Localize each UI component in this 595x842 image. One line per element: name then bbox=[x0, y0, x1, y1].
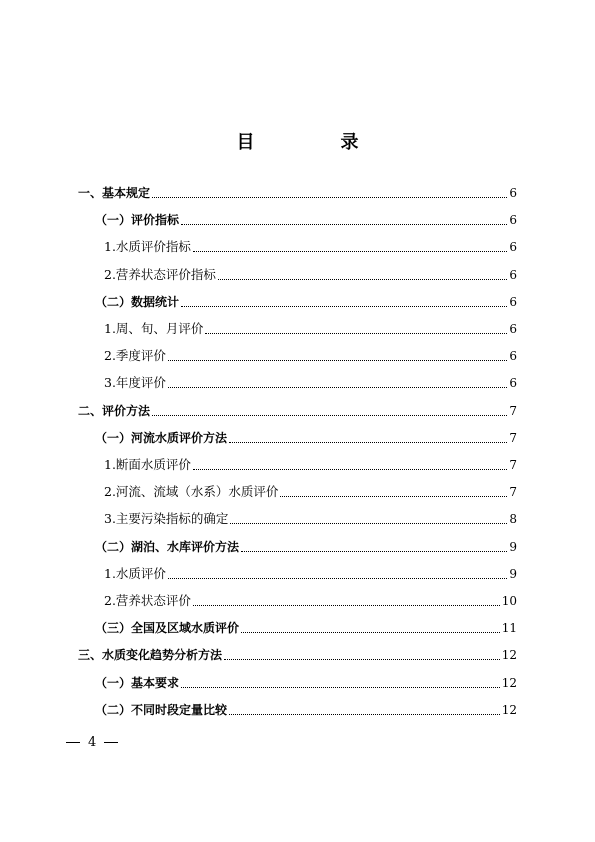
toc-entry-page: 6 bbox=[509, 376, 517, 391]
toc-leader-dots bbox=[181, 224, 507, 225]
toc-leader-dots bbox=[181, 687, 500, 688]
toc-entry[interactable] bbox=[78, 401, 517, 421]
toc-leader-dots bbox=[168, 578, 507, 579]
toc-entry-label: 2.河流、流域（水系）水质评价 bbox=[104, 484, 279, 500]
toc-entry-label: （三）全国及区域水质评价 bbox=[95, 621, 240, 636]
toc-entry[interactable] bbox=[95, 700, 517, 720]
toc-entry[interactable] bbox=[104, 265, 517, 285]
toc-entry-label: 1.水质评价 bbox=[104, 565, 166, 581]
toc-entry[interactable] bbox=[104, 564, 517, 584]
toc-leader-dots bbox=[230, 523, 507, 524]
toc-entry-label: 2.季度评价 bbox=[104, 348, 166, 364]
toc-leader-dots bbox=[168, 387, 507, 388]
toc-leader-dots bbox=[241, 632, 500, 633]
toc-entry[interactable] bbox=[104, 455, 517, 475]
toc-leader-dots bbox=[229, 442, 507, 443]
toc-entry-page: 7 bbox=[509, 430, 517, 445]
toc-entry-label: 1.水质评价指标 bbox=[104, 239, 191, 255]
toc-entry[interactable] bbox=[95, 292, 517, 312]
folio-left-dash bbox=[66, 742, 80, 743]
toc-entry-page: 10 bbox=[501, 594, 517, 608]
toc-entry[interactable] bbox=[95, 210, 517, 230]
toc-leader-dots bbox=[224, 659, 500, 660]
toc-entry-label: 2.营养状态评价指标 bbox=[104, 266, 216, 282]
toc-entry-page: 12 bbox=[501, 675, 517, 690]
toc-leader-dots bbox=[193, 251, 507, 252]
toc-entry[interactable] bbox=[95, 537, 517, 557]
toc-leader-dots bbox=[241, 551, 507, 552]
toc-entry[interactable] bbox=[78, 183, 517, 203]
toc-entry-page: 7 bbox=[509, 485, 517, 500]
toc-entry-page: 9 bbox=[509, 566, 517, 581]
toc-entry-label: （一）河流水质评价方法 bbox=[95, 430, 228, 445]
toc-entry[interactable] bbox=[104, 482, 517, 502]
toc-entry-label: 1.周、旬、月评价 bbox=[104, 321, 204, 336]
folio-right-dash bbox=[104, 742, 118, 743]
toc-entry-label: 二、评价方法 bbox=[78, 403, 151, 418]
toc-entry-page: 6 bbox=[509, 267, 517, 282]
toc-entry[interactable] bbox=[104, 346, 517, 366]
toc-entry-page: 9 bbox=[509, 539, 517, 554]
toc-leader-dots bbox=[229, 714, 500, 715]
toc-entry-page: 6 bbox=[509, 294, 517, 309]
toc-entry-page: 6 bbox=[509, 322, 517, 336]
toc-entry-label: 三、水质变化趋势分析方法 bbox=[78, 648, 223, 663]
toc-leader-dots bbox=[181, 306, 507, 307]
toc-entry[interactable] bbox=[104, 509, 517, 529]
toc-entry-page: 7 bbox=[509, 403, 517, 418]
page-number-value: 4 bbox=[88, 735, 97, 750]
toc-entry[interactable] bbox=[78, 645, 517, 665]
toc-entry-label: （二）不同时段定量比较 bbox=[95, 702, 228, 717]
toc-entry[interactable] bbox=[95, 673, 517, 693]
page-title: 目 录 bbox=[236, 132, 393, 153]
toc-entry-label: 1.断面水质评价 bbox=[104, 457, 191, 472]
toc-leader-dots bbox=[152, 197, 507, 198]
toc-leader-dots bbox=[193, 469, 507, 470]
toc-leader-dots bbox=[193, 605, 500, 606]
toc-entry-label: （一）基本要求 bbox=[95, 675, 180, 690]
toc-entry-page: 6 bbox=[509, 240, 517, 255]
toc-entry-page: 6 bbox=[509, 213, 517, 228]
page-number bbox=[66, 735, 118, 750]
toc-entry-page: 11 bbox=[501, 621, 517, 636]
toc-entry-label: 2.营养状态评价 bbox=[104, 593, 191, 608]
toc-entry-label: （二）湖泊、水库评价方法 bbox=[95, 539, 240, 554]
toc-leader-dots bbox=[205, 333, 507, 334]
toc-entry[interactable] bbox=[104, 591, 517, 611]
toc-entry-page: 12 bbox=[501, 648, 517, 663]
toc-entry-page: 7 bbox=[509, 458, 517, 472]
toc-leader-dots bbox=[168, 360, 507, 361]
toc-entry-page: 12 bbox=[501, 702, 517, 717]
toc-entry-label: （二）数据统计 bbox=[95, 294, 180, 309]
toc-entry-label: 一、基本规定 bbox=[78, 186, 151, 200]
toc-entry[interactable] bbox=[95, 428, 517, 448]
toc-entry-page: 8 bbox=[509, 512, 517, 527]
toc-leader-dots bbox=[152, 415, 507, 416]
toc-entry[interactable] bbox=[95, 618, 517, 638]
toc-entry[interactable] bbox=[104, 319, 517, 339]
toc-leader-dots bbox=[218, 279, 507, 280]
toc-entry[interactable] bbox=[104, 373, 517, 393]
toc-entry-label: 3.主要污染指标的确定 bbox=[104, 511, 229, 527]
toc-entry-label: （一）评价指标 bbox=[95, 213, 180, 228]
toc-entry[interactable] bbox=[104, 237, 517, 257]
toc-entry-label: 3.年度评价 bbox=[104, 375, 166, 391]
toc-leader-dots bbox=[280, 496, 507, 497]
toc-entry-page: 6 bbox=[509, 186, 517, 200]
toc-entry-page: 6 bbox=[509, 349, 517, 364]
